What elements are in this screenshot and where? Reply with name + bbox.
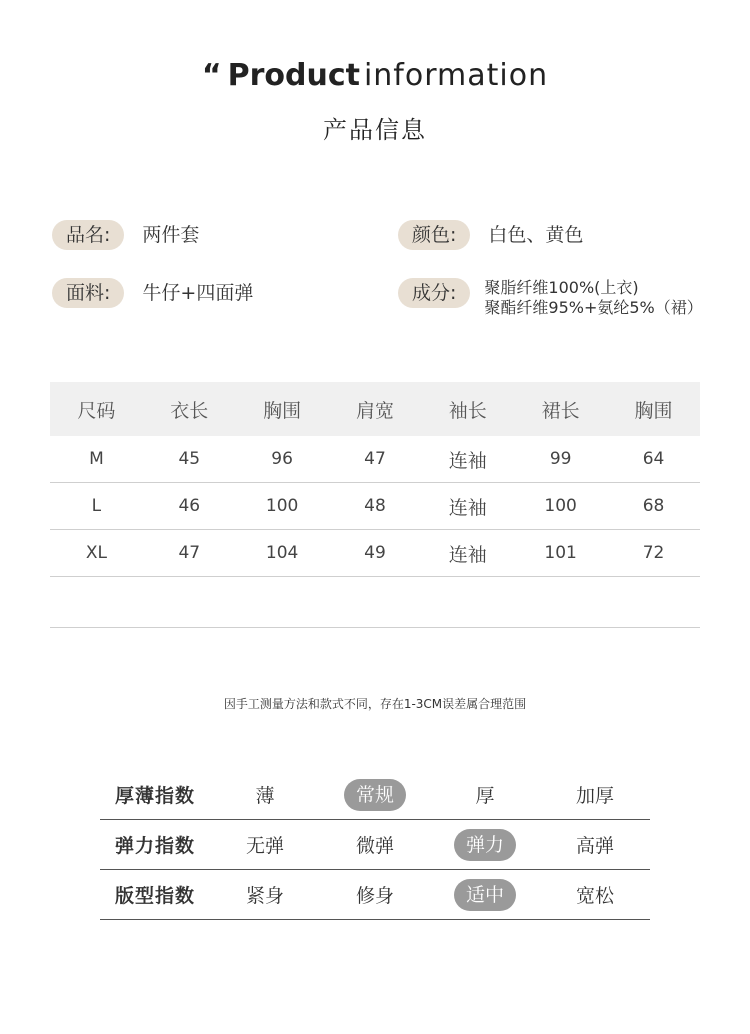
table-cell: 47 [143,530,236,577]
attr-composition-label: 成分: [398,278,470,308]
index-row-fit [100,870,650,920]
table-row [50,483,700,530]
attr-color-value: 白色、黄色 [488,224,584,246]
table-cell: L [50,483,143,530]
index-row-thickness [100,770,650,820]
index-option-text: 适中 [454,879,516,911]
index-option-text: 常规 [344,779,406,811]
index-row-elasticity [100,820,650,870]
index-label: 弹力指数 [100,820,210,870]
attr-fabric-label: 面料: [52,278,124,308]
table-cell: 104 [236,530,329,577]
table-cell-blank [50,577,700,628]
index-option [210,870,320,920]
index-option-text: 无弹 [245,835,284,857]
attr-fabric [52,278,253,308]
index-option-text: 宽松 [575,885,614,907]
measurement-note: 因手工测量方法和款式不同，存在1-3CM误差属合理范围 [223,697,527,711]
index-option-selected [430,820,540,870]
attr-composition [398,278,703,318]
table-cell: 48 [329,483,422,530]
table-cell: 连袖 [421,483,514,530]
index-label: 厚薄指数 [100,770,210,820]
table-cell: 100 [514,483,607,530]
index-option [540,770,650,820]
table-cell: 46 [143,483,236,530]
attr-composition-value [484,278,702,318]
index-option-text: 紧身 [245,885,284,907]
table-cell: 99 [514,436,607,483]
table-cell: 101 [514,530,607,577]
attr-fabric-value: 牛仔+四面弹 [142,282,254,304]
table-row [50,436,700,483]
index-option [540,820,650,870]
index-option [210,770,320,820]
page-subtitle: 产品信息 [323,116,427,144]
index-option-text: 弹力 [454,829,516,861]
table-cell: 68 [607,483,700,530]
header-bust-2: 胸围 [607,382,700,436]
table-cell: 100 [236,483,329,530]
index-label: 版型指数 [100,870,210,920]
header-size: 尺码 [50,382,143,436]
index-option [540,870,650,920]
attr-name-value: 两件套 [142,224,200,246]
table-cell: 连袖 [421,530,514,577]
title-bold-text: Product [227,58,360,93]
header-sleeve: 袖长 [421,382,514,436]
table-cell: 49 [329,530,422,577]
index-option-text: 薄 [255,785,275,807]
index-option [210,820,320,870]
table-row-blank [50,577,700,628]
index-option [320,820,430,870]
title-light-text: information [363,58,549,93]
composition-line-top: 聚脂纤维100%(上衣) [484,278,639,297]
index-option [430,770,540,820]
attr-color-label: 颜色: [398,220,470,250]
table-row [50,530,700,577]
table-cell: 47 [329,436,422,483]
index-option-selected [320,770,430,820]
composition-line-skirt: 聚酯纤维95%+氨纶5%（裙） [484,298,703,317]
size-table [50,382,700,628]
table-cell: 72 [607,530,700,577]
table-cell: 64 [607,436,700,483]
page-title [0,58,750,93]
size-table-header-row [50,382,700,436]
index-option [320,870,430,920]
header-length: 衣长 [143,382,236,436]
index-option-text: 微弹 [355,835,394,857]
attr-name-label: 品名: [52,220,124,250]
header-bust: 胸围 [236,382,329,436]
table-cell: 96 [236,436,329,483]
table-cell: XL [50,530,143,577]
index-option-text: 高弹 [575,835,614,857]
index-option-selected [430,870,540,920]
header-skirt-length: 裙长 [514,382,607,436]
attr-name [52,220,199,250]
title-quote-mark: “ [201,58,222,93]
index-option-text: 修身 [355,885,394,907]
attr-color [398,220,583,250]
index-option-text: 加厚 [575,785,614,807]
table-cell: M [50,436,143,483]
table-cell: 连袖 [421,436,514,483]
table-cell: 45 [143,436,236,483]
index-table [100,770,650,920]
index-option-text: 厚 [475,785,495,807]
header-shoulder: 肩宽 [329,382,422,436]
